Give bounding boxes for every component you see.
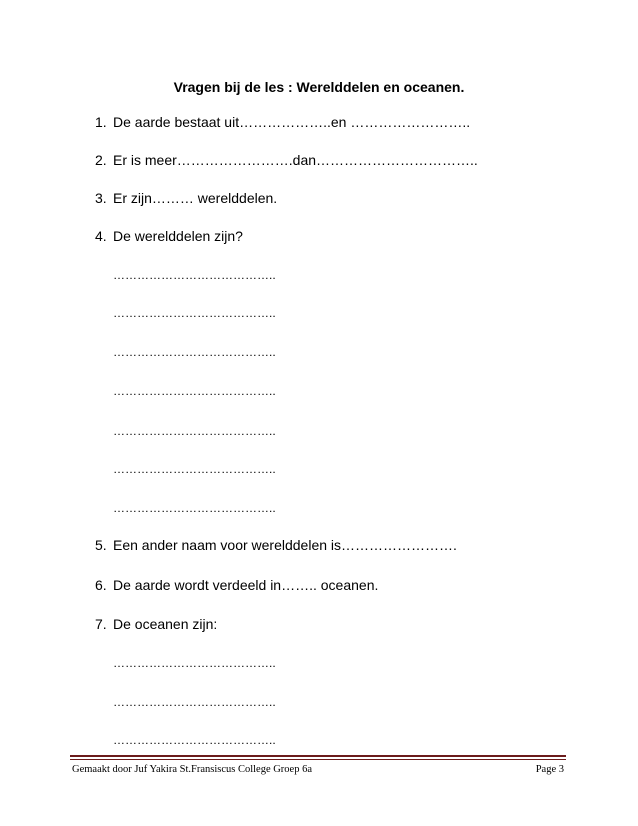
answer-line[interactable]: …………………………………..: [113, 656, 276, 670]
answer-line[interactable]: …………………………………..: [113, 268, 276, 282]
question-3: [95, 190, 277, 206]
question-6: [95, 577, 378, 593]
question-number: 5.: [95, 537, 107, 553]
footer-divider: [70, 759, 566, 760]
footer-author: Gemaakt door Juf Yakira St.Fransiscus College Groep 6a: [72, 764, 313, 775]
question-number: 6.: [95, 577, 107, 593]
footer-page-number: Page 3: [535, 764, 564, 775]
answer-line[interactable]: …………………………………..: [113, 345, 276, 359]
question-4: [95, 228, 243, 244]
question-text: De werelddelen zijn?: [113, 228, 243, 244]
question-text: Er zijn……… werelddelen.: [113, 190, 278, 206]
question-number: 2.: [95, 152, 107, 168]
question-text: Een ander naam voor werelddelen is…………………….: [113, 537, 457, 553]
question-number: 4.: [95, 228, 107, 244]
question-text: De oceanen zijn:: [113, 616, 218, 632]
answer-line[interactable]: …………………………………..: [113, 695, 276, 709]
page-title: Vragen bij de les : Werelddelen en oceanen.: [173, 79, 465, 95]
question-text: Er is meer…………………….dan……………………………..: [113, 152, 478, 168]
answer-line[interactable]: …………………………………..: [113, 462, 276, 476]
question-text: De aarde wordt verdeeld in…….. oceanen.: [113, 577, 379, 593]
question-number: 3.: [95, 190, 107, 206]
question-number: 1.: [95, 114, 107, 130]
question-7: [95, 616, 217, 632]
question-text: De aarde bestaat uit………………..en ……………………..: [113, 114, 471, 130]
answer-line[interactable]: …………………………………..: [113, 424, 276, 438]
question-1: [95, 114, 470, 130]
question-2: [95, 152, 478, 168]
answer-line[interactable]: …………………………………..: [113, 306, 276, 320]
answer-line[interactable]: …………………………………..: [113, 501, 276, 515]
answer-line[interactable]: …………………………………..: [113, 384, 276, 398]
question-5: [95, 537, 457, 553]
question-number: 7.: [95, 616, 107, 632]
answer-line[interactable]: …………………………………..: [113, 733, 276, 747]
footer-divider: [70, 755, 566, 757]
